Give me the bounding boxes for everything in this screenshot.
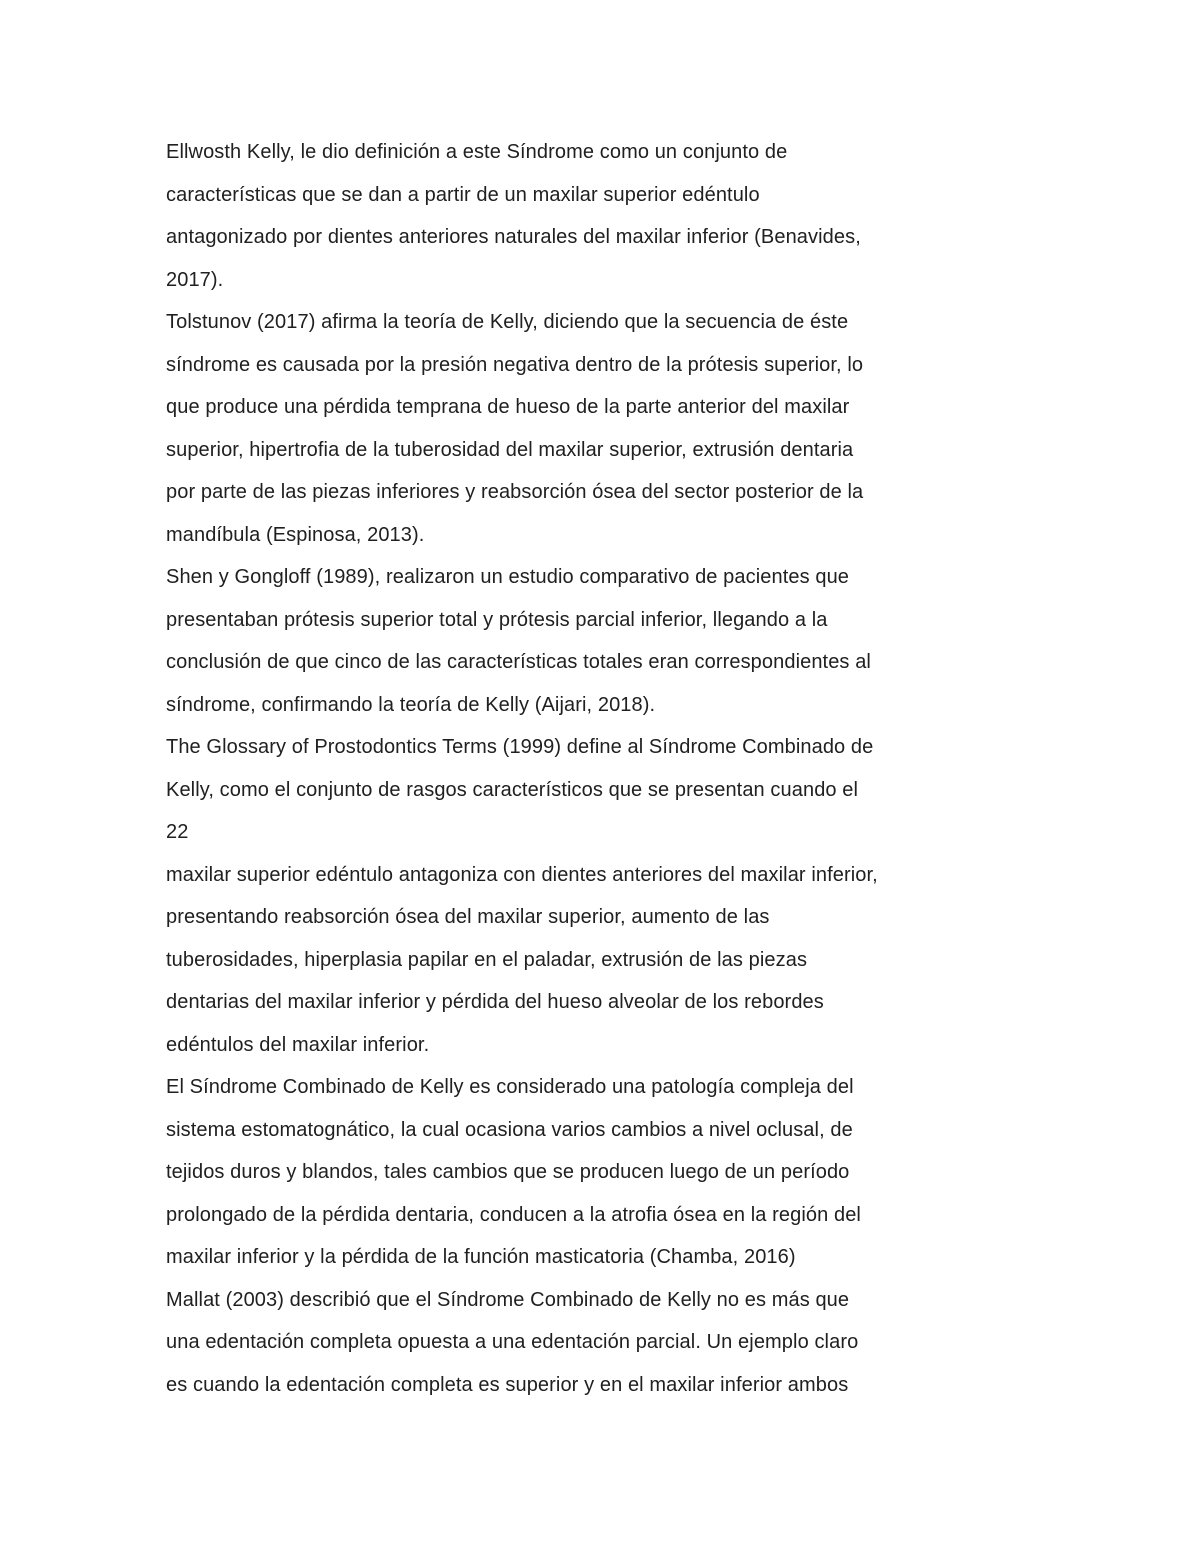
text-line: Tolstunov (2017) afirma la teoría de Kelly, diciendo que la secuencia de éste	[166, 311, 849, 333]
text-line: tuberosidades, hiperplasia papilar en el paladar, extrusión de las piezas	[166, 948, 808, 971]
text-line: características que se dan a partir de un maxilar superior edéntulo	[166, 183, 760, 206]
text-line: Ellwosth Kelly, le dio definición a este Síndrome como un conjunto de	[166, 141, 788, 163]
document-body-text	[166, 131, 966, 1406]
page-number: 22	[166, 821, 189, 843]
text-line: síndrome, confirmando la teoría de Kelly (Aijari, 2018).	[166, 693, 656, 716]
text-line: que produce una pérdida temprana de hueso de la parte anterior del maxilar	[166, 396, 850, 418]
text-line: síndrome es causada por la presión negativa dentro de la prótesis superior, lo	[166, 353, 864, 376]
text-line: superior, hipertrofia de la tuberosidad del maxilar superior, extrusión dentaria	[166, 438, 854, 461]
text-line: Kelly, como el conjunto de rasgos característicos que se presentan cuando el	[166, 778, 859, 801]
text-line: Shen y Gongloff (1989), realizaron un estudio comparativo de pacientes que	[166, 566, 850, 588]
text-line: conclusión de que cinco de las características totales eran correspondientes al	[166, 651, 871, 673]
text-line: Mallat (2003) describió que el Síndrome Combinado de Kelly no es más que	[166, 1288, 850, 1311]
text-line: maxilar superior edéntulo antagoniza con dientes anteriores del maxilar inferior,	[166, 863, 878, 886]
text-line: es cuando la edentación completa es superior y en el maxilar inferior ambos	[166, 1373, 849, 1396]
text-line: edéntulos del maxilar inferior.	[166, 1033, 430, 1056]
text-line: antagonizado por dientes anteriores naturales del maxilar inferior (Benavides,	[166, 226, 861, 248]
text-line: presentando reabsorción ósea del maxilar superior, aumento de las	[166, 906, 770, 928]
text-line: El Síndrome Combinado de Kelly es considerado una patología compleja del	[166, 1076, 854, 1098]
text-line: prolongado de la pérdida dentaria, conducen a la atrofia ósea en la región del	[166, 1203, 861, 1226]
text-line: dentarias del maxilar inferior y pérdida del hueso alveolar de los rebordes	[166, 991, 824, 1013]
text-line: 2017).	[166, 268, 224, 291]
text-line: una edentación completa opuesta a una edentación parcial. Un ejemplo claro	[166, 1331, 859, 1353]
text-line: sistema estomatognático, la cual ocasiona varios cambios a nivel oclusal, de	[166, 1118, 853, 1141]
text-line: maxilar inferior y la pérdida de la función masticatoria (Chamba, 2016)	[166, 1246, 796, 1268]
text-line: The Glossary of Prostodontics Terms (1999) define al Síndrome Combinado de	[166, 736, 874, 758]
text-line: tejidos duros y blandos, tales cambios que se producen luego de un período	[166, 1161, 850, 1183]
text-line: presentaban prótesis superior total y prótesis parcial inferior, llegando a la	[166, 608, 828, 631]
text-line: mandíbula (Espinosa, 2013).	[166, 523, 425, 546]
text-line: por parte de las piezas inferiores y reabsorción ósea del sector posterior de la	[166, 481, 864, 503]
